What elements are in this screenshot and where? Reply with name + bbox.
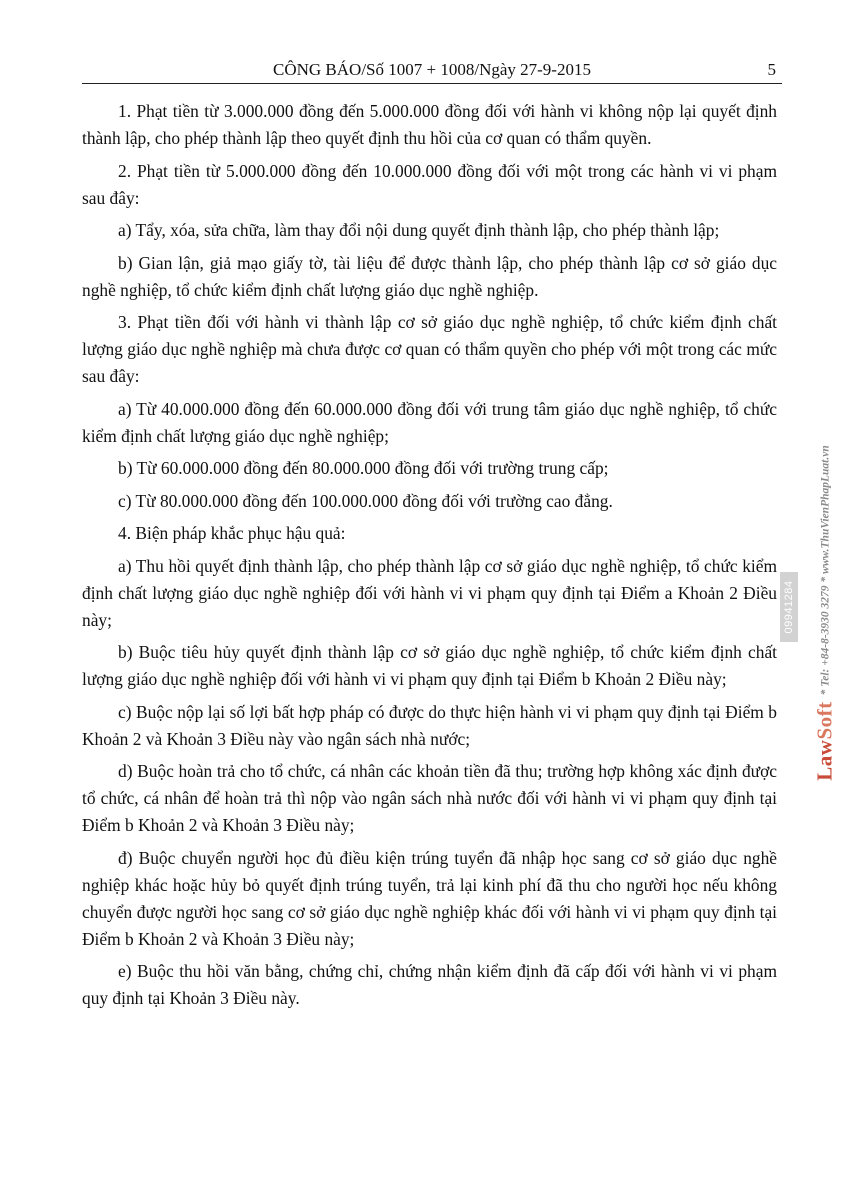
page-header [82,56,782,86]
paragraph-4c: c) Buộc nộp lại số lợi bất hợp pháp có được do thực hiện hành vi vi phạm quy định tại Điểm b Khoản 2 và Khoản 3 Điều này vào ngân sách nhà nước; [82,701,777,749]
paragraph-4e: e) Buộc thu hồi văn bằng, chứng chỉ, chứng nhận kiểm định đã cấp đối với hành vi vi phạm quy định tại Khoản 3 Điều này. [82,961,777,1008]
paragraph-remedies-4: 4. Biện pháp khắc phục hậu quả: [118,523,346,543]
document-body [82,98,777,1018]
paragraph-4d: d) Buộc hoàn trả cho tổ chức, cá nhân các khoản tiền đã thu; trường hợp không xác định được tổ chức, cá nhân để hoàn trả thì nộp vào ngân sách nhà nước đối với hành vi vi phạm quy định tại Điểm b Khoản 2 và Khoản 3 Điều này; [82,761,777,835]
paragraph-penalty-2: 2. Phạt tiền từ 5.000.000 đồng đến 10.000.000 đồng đối với một trong các hành vi vi phạm sau đây: [82,160,777,208]
paragraph-3b: b) Từ 60.000.000 đồng đến 80.000.000 đồng đối với trường trung cấp; [118,458,609,478]
paragraph-penalty-3: 3. Phạt tiền đối với hành vi thành lập cơ sở giáo dục nghề nghiệp, tổ chức kiểm định chất lượng giáo dục nghề nghiệp mà chưa được cơ quan có thẩm quyền cho phép với một trong các mức sau đây: [82,312,777,386]
watermark-contact: * Tel: +84-8-3930 3279 * www.ThuVienPhapLuat.vn [819,445,831,696]
page-number: 5 [767,60,776,79]
lawsoft-logo: LawSoft [812,701,837,781]
paragraph-3c: c) Từ 80.000.000 đồng đến 100.000.000 đồng đối với trường cao đẳng. [118,490,613,511]
stamp-number-text: 09941284 [783,580,795,634]
side-watermark [808,393,842,833]
paragraph-4dd: đ) Buộc chuyển người học đủ điều kiện trúng tuyển đã nhập học sang cơ sở giáo dục nghề nghiệp khác hoặc hủy bỏ quyết định trúng tuyển, trả lại kinh phí đã thu cho người học nếu không chuyển được người học sang cơ sở giáo dục nghề nghiệp khác đối với hành vi vi phạm quy định tại Điểm b Khoản 2 và Khoản 3 Điều này; [82,847,777,949]
paragraph-2a: a) Tẩy, xóa, sửa chữa, làm thay đổi nội dung quyết định thành lập, cho phép thành lập; [118,220,720,240]
paragraph-penalty-1: 1. Phạt tiền từ 3.000.000 đồng đến 5.000.000 đồng đối với hành vi không nộp lại quyết định thành lập, cho phép thành lập theo quyết định thu hồi của cơ quan có thẩm quyền. [82,101,777,148]
paragraph-2b: b) Gian lận, giả mạo giấy tờ, tài liệu để được thành lập, cho phép thành lập cơ sở giáo dục nghề nghiệp, tổ chức kiểm định chất lượng giáo dục nghề nghiệp. [82,252,777,300]
stamp-number [780,572,798,642]
gazette-title: CÔNG BÁO/Số 1007 + 1008/Ngày 27-9-2015 [273,60,591,79]
header-divider [82,83,782,84]
paragraph-4a: a) Thu hồi quyết định thành lập, cho phép thành lập cơ sở giáo dục nghề nghiệp, tổ chức kiểm định chất lượng giáo dục nghề nghiệp đối với hành vi vi phạm quy định tại Điểm a Khoản 2 Điều này; [82,555,777,630]
paragraph-3a: a) Từ 40.000.000 đồng đến 60.000.000 đồng đối với trung tâm giáo dục nghề nghiệp, tổ chức kiểm định chất lượng giáo dục nghề nghiệp; [82,398,777,446]
paragraph-4b: b) Buộc tiêu hủy quyết định thành lập cơ sở giáo dục nghề nghiệp, tổ chức kiểm định chất lượng giáo dục nghề nghiệp đối với hành vi vi phạm quy định tại Điểm b Khoản 2 Điều này; [82,642,777,689]
side-watermark-text [813,445,838,780]
